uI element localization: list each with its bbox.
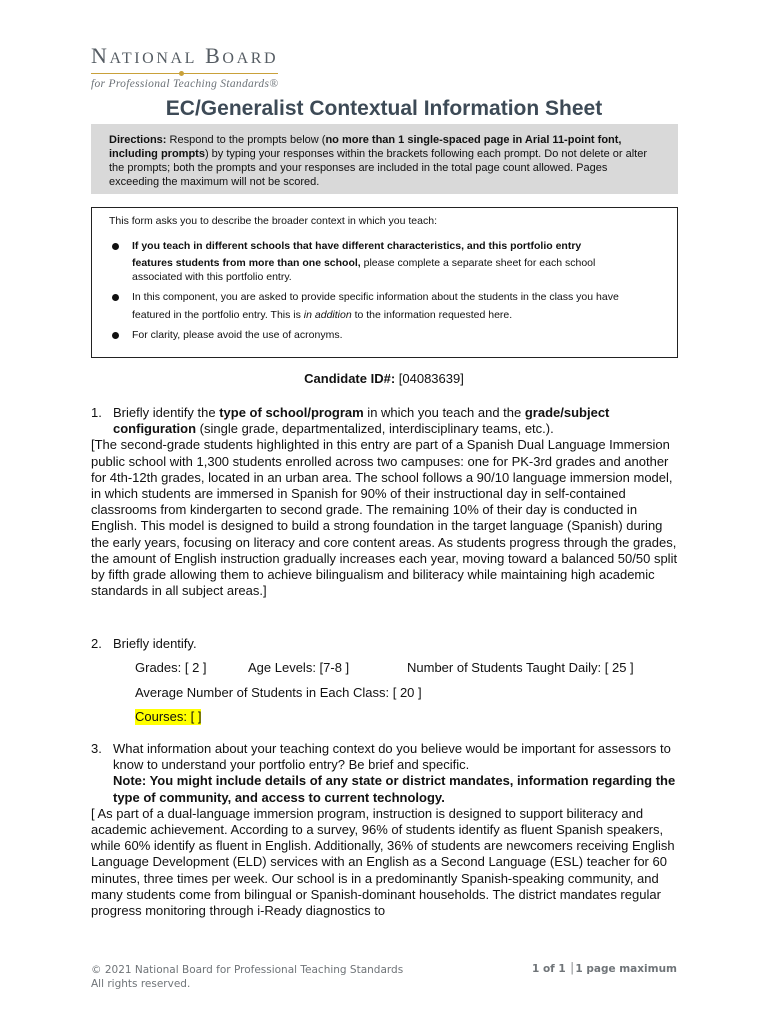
question-3-prompt: 3. What information about your teaching context do you believe would be important for assessors to know to understand your portfolio entry? Be brief and specific.	[91, 741, 671, 773]
question-1-prompt: 1. Briefly identify the type of school/program in which you teach and the grade/subject configuration (single grade, departmentalized, interdisciplinary teams, etc.).	[91, 405, 610, 437]
question-3-note: Note: You might include details of any state or district mandates, information regarding the type of community, and access to current technology.	[113, 773, 676, 805]
list-item: For clarity, please avoid the use of acronyms.	[109, 329, 661, 343]
page-title: EC/Generalist Contextual Information Sheet	[165, 97, 603, 120]
grades-field[interactable]: Grades: [ 2 ]	[135, 660, 207, 675]
directions-box: Directions: Respond to the prompts below (no more than 1 single-spaced page in Arial 11-point font, including prompts) by typing your responses within the brackets following each prompt. Do not delete or alter the prompts; both the prompts and your responses are included in the total page count allowed. Pages exceeding the maximum will not be scored.	[91, 124, 678, 194]
courses-field[interactable]: Courses: [ ]	[135, 709, 202, 724]
list-item: In this component, you are asked to provide specific information about the students in the class you have featured in the portfolio entry. This is in addition to the information requested here.	[109, 291, 661, 322]
candidate-id-label: Candidate ID#:	[304, 371, 396, 386]
footer-copyright: © 2021 National Board for Professional Teaching Standards All rights reserved.	[91, 964, 404, 990]
logo-rule	[91, 71, 278, 77]
form-intro: This form asks you to describe the broader context in which you teach:	[109, 215, 437, 227]
candidate-id-value[interactable]: [04083639]	[395, 371, 464, 386]
candidate-id	[0, 371, 768, 386]
context-instructions-box	[91, 207, 678, 358]
question-3-answer[interactable]: [ As part of a dual-language immersion program, instruction is designed to support biliteracy and academic achievement. According to a survey, 96% of students identify as fluent Spanish speakers, while 60% identify as fluent in English. Additionally, 36% of students are newcomers receiving English Language Development (ELD) services with an English as a Second Language (ESL) teacher for 60 minutes, three times per week. Our school is in a predominantly Spanish-speaking community, and many students come from bilingual or Spanish-dominant households. The district mandates regular progress monitoring through i-Ready diagnostics to	[91, 805, 675, 919]
logo-wordmark: NATIONAL BOARD	[91, 43, 279, 68]
question-3	[91, 741, 683, 919]
age-levels-field[interactable]: Age Levels: [7-8 ]	[248, 660, 350, 675]
question-2-prompt: 2. Briefly identify.	[91, 636, 197, 651]
national-board-logo	[91, 44, 278, 90]
question-1	[91, 405, 683, 599]
bullet-icon	[112, 243, 119, 250]
logo-subtitle: for Professional Teaching Standards®	[91, 78, 279, 90]
directions-label: Directions:	[109, 134, 167, 146]
average-class-size-field[interactable]: Average Number of Students in Each Class: [ 20 ]	[135, 685, 422, 700]
students-daily-field[interactable]: Number of Students Taught Daily: [ 25 ]	[407, 660, 634, 675]
question-2	[91, 636, 683, 652]
question-1-answer[interactable]: [The second-grade students highlighted in this entry are part of a Spanish Dual Language Immersion public school with 1,300 students enrolled across two campuses: one for PK-3rd grades and another for 4th-12th grades, located in an urban area. The school follows a 90/10 language immersion model, in which students are immersed in Spanish for 90% of their instructional day in self-contained classrooms from kindergarten to second grade. The remaining 10% of their day is conducted in English. This model is designed to build a strong foundation in the target language (Spanish) during the early years, focusing on literacy and core content areas. As students progress through the grades, the amount of English instruction gradually increases each year, moving toward a balanced 50/50 split by fifth grade allowing them to achieve bilingualism and biliteracy while maintaining high academic standards in all subject areas.]	[91, 437, 678, 599]
bullet-icon	[112, 294, 119, 301]
list-item: If you teach in different schools that have different characteristics, and this portfolio entry features students from more than one school, please complete a separate sheet for each school associated with this portfolio entry.	[109, 240, 661, 285]
bullet-icon	[112, 332, 119, 339]
footer-page-count: 1 of 1 │1 page maximum	[531, 963, 677, 975]
